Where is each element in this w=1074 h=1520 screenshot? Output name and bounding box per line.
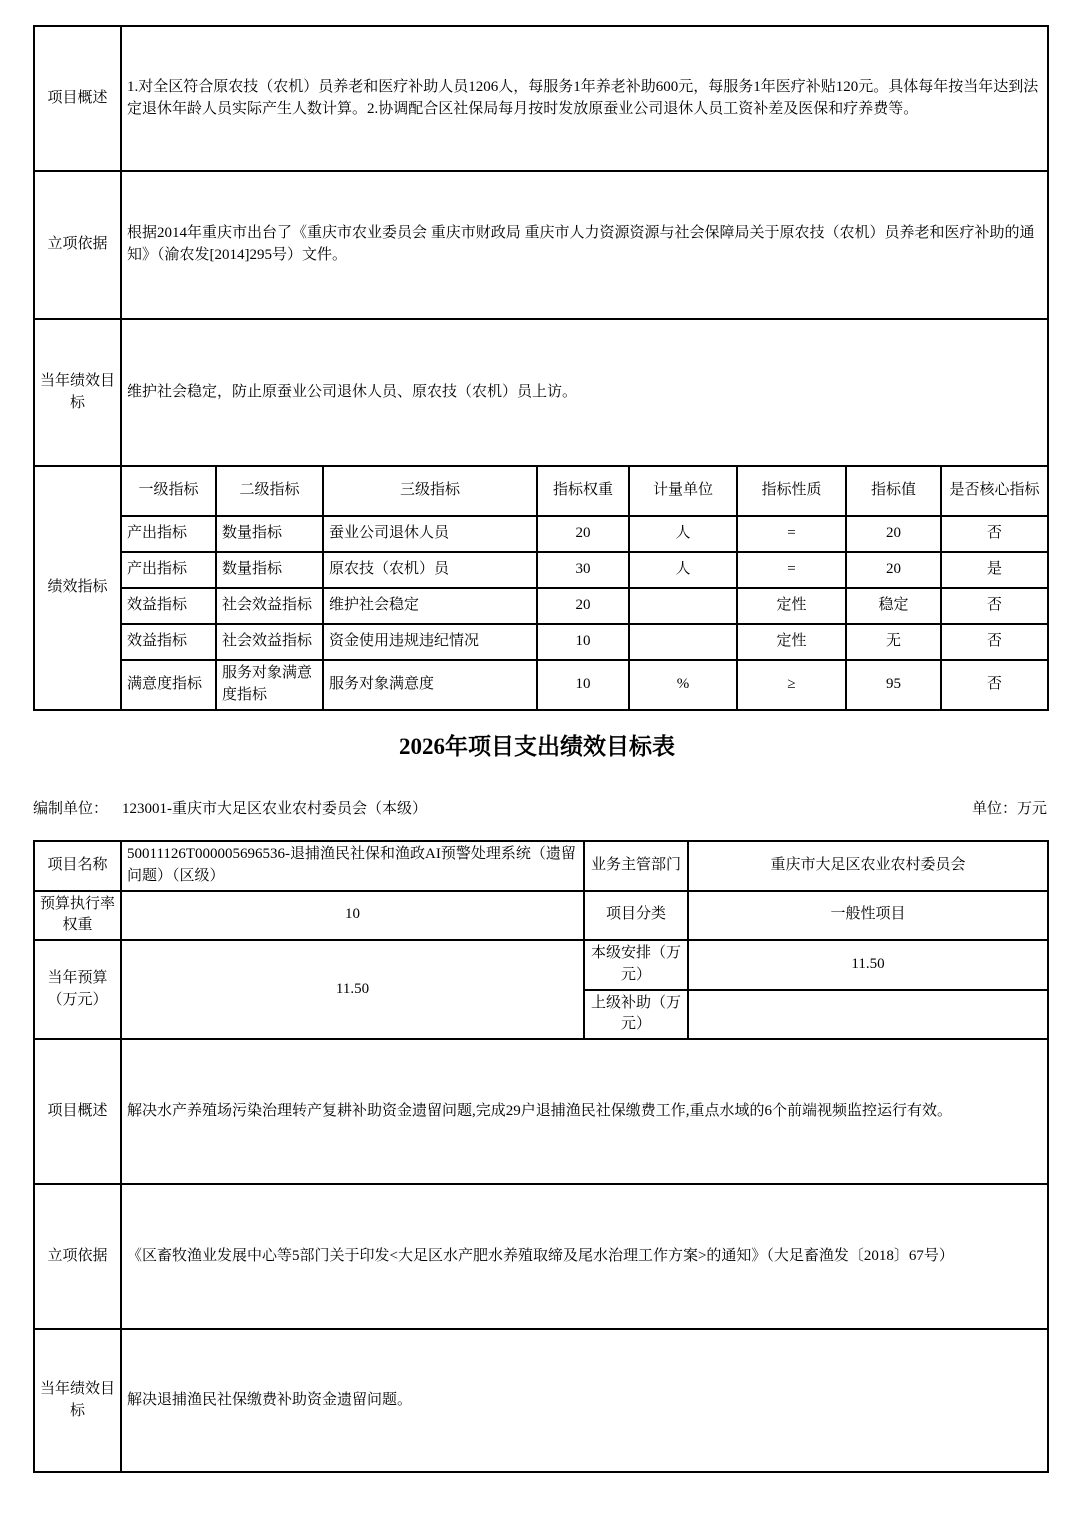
- indicator-core: 否: [941, 624, 1048, 660]
- indicator-level3: 资金使用违规违纪情况: [323, 624, 537, 660]
- budget-rate-value: 10: [121, 891, 584, 941]
- row-label-approval-basis: 立项依据: [34, 171, 121, 319]
- col-header-nature: 指标性质: [737, 466, 846, 516]
- indicator-unit: %: [629, 660, 737, 710]
- indicator-unit: 人: [629, 516, 737, 552]
- indicator-unit: 人: [629, 552, 737, 588]
- indicator-nature: 定性: [737, 588, 846, 624]
- indicator-unit: [629, 624, 737, 660]
- indicator-level1: 产出指标: [121, 552, 216, 588]
- meta-line: [33, 797, 1047, 818]
- indicator-nature: =: [737, 516, 846, 552]
- indicator-level3: 蚕业公司退休人员: [323, 516, 537, 552]
- prepared-by-value: 123001-重庆市大足区农业农村委员会（本级）: [122, 801, 428, 817]
- annual-target-2026-text: 解决退捕渔民社保缴费补助资金遗留问题。: [121, 1329, 1048, 1472]
- year-budget-value: 11.50: [121, 940, 584, 1039]
- indicator-value: 20: [846, 516, 941, 552]
- row-label-project-name: 项目名称: [34, 841, 121, 891]
- indicator-value: 95: [846, 660, 941, 710]
- indicator-level1: 满意度指标: [121, 660, 216, 710]
- indicator-weight: 30: [537, 552, 629, 588]
- approval-basis-text: 根据2014年重庆市出台了《重庆市农业委员会 重庆市财政局 重庆市人力资源资源与社会保障局关于原农技（农机）员养老和医疗补助的通知》（渝农发[2014]295号）文件。: [121, 171, 1048, 319]
- indicator-level3: 原农技（农机）员: [323, 552, 537, 588]
- indicator-value: 无: [846, 624, 941, 660]
- indicator-weight: 20: [537, 516, 629, 552]
- page-title: 2026年项目支出绩效目标表: [399, 734, 675, 759]
- indicator-level2: 社会效益指标: [216, 624, 323, 660]
- row-label-annual-target-2026: 当年绩效目标: [34, 1329, 121, 1472]
- prepared-by: [33, 797, 427, 818]
- indicator-nature: 定性: [737, 624, 846, 660]
- row-label-superior-subsidy: 上级补助（万元）: [584, 990, 688, 1040]
- row-label-project-overview-2026: 项目概述: [34, 1039, 121, 1184]
- indicator-weight: 20: [537, 588, 629, 624]
- indicator-core: 否: [941, 588, 1048, 624]
- row-label-annual-target: 当年绩效目标: [34, 319, 121, 466]
- row-label-approval-basis-2026: 立项依据: [34, 1184, 121, 1329]
- indicator-level1: 产出指标: [121, 516, 216, 552]
- col-header-weight: 指标权重: [537, 466, 629, 516]
- indicator-level2: 服务对象满意度指标: [216, 660, 323, 710]
- indicator-level2: 数量指标: [216, 516, 323, 552]
- row-label-budget-rate: 预算执行率权重: [34, 891, 121, 941]
- col-header-level1: 一级指标: [121, 466, 216, 516]
- project-overview-2026-text: 解决水产养殖场污染治理转产复耕补助资金遗留问题,完成29户退捕渔民社保缴费工作,重点水域的6个前端视频监控运行有效。: [121, 1039, 1048, 1184]
- superior-subsidy-value: [688, 990, 1048, 1040]
- dept-value: 重庆市大足区农业农村委员会: [688, 841, 1048, 891]
- col-header-level3: 三级指标: [323, 466, 537, 516]
- indicator-row: [34, 660, 1048, 710]
- indicator-row: [34, 588, 1048, 624]
- prepared-by-label: 编制单位：: [33, 801, 109, 817]
- row-label-year-budget: 当年预算（万元）: [34, 940, 121, 1039]
- performance-target-table-2026: [33, 840, 1049, 1473]
- indicator-value: 20: [846, 552, 941, 588]
- col-header-unit: 计量单位: [629, 466, 737, 516]
- local-arrangement-value: 11.50: [688, 940, 1048, 990]
- indicator-core: 否: [941, 516, 1048, 552]
- col-header-value: 指标值: [846, 466, 941, 516]
- indicator-core: 否: [941, 660, 1048, 710]
- indicator-level1: 效益指标: [121, 588, 216, 624]
- indicator-level2: 数量指标: [216, 552, 323, 588]
- row-label-project-overview: 项目概述: [34, 26, 121, 171]
- indicator-nature: =: [737, 552, 846, 588]
- indicator-value: 稳定: [846, 588, 941, 624]
- row-label-performance-indicators: 绩效指标: [34, 466, 121, 710]
- row-label-dept: 业务主管部门: [584, 841, 688, 891]
- annual-target-text: 维护社会稳定，防止原蚕业公司退休人员、原农技（农机）员上访。: [121, 319, 1048, 466]
- project-overview-text: 1.对全区符合原农技（农机）员养老和医疗补助人员1206人，每服务1年养老补助600元，每服务1年医疗补贴120元。具体每年按当年达到法定退休年龄人员实际产生人数计算。2.协调配合区社保局每月按时发放原蚕业公司退休人员工资补差及医保和疗养费等。: [121, 26, 1048, 171]
- approval-basis-2026-text: 《区畜牧渔业发展中心等5部门关于印发<大足区水产肥水养殖取缔及尾水治理工作方案>的通知》（大足畜渔发〔2018〕67号）: [121, 1184, 1048, 1329]
- indicator-level3: 服务对象满意度: [323, 660, 537, 710]
- col-header-core: 是否核心指标: [941, 466, 1048, 516]
- row-label-category: 项目分类: [584, 891, 688, 941]
- project-name-value: 50011126T000005696536-退捕渔民社保和渔政AI预警处理系统（遗留问题）（区级）: [121, 841, 584, 891]
- indicator-level2: 社会效益指标: [216, 588, 323, 624]
- performance-target-table-top: [33, 25, 1049, 711]
- row-label-local-arrangement: 本级安排（万元）: [584, 940, 688, 990]
- category-value: 一般性项目: [688, 891, 1048, 941]
- indicator-row: [34, 552, 1048, 588]
- indicator-weight: 10: [537, 660, 629, 710]
- indicator-row: [34, 516, 1048, 552]
- indicator-unit: [629, 588, 737, 624]
- indicator-weight: 10: [537, 624, 629, 660]
- indicator-row: [34, 624, 1048, 660]
- indicator-level1: 效益指标: [121, 624, 216, 660]
- indicator-level3: 维护社会稳定: [323, 588, 537, 624]
- indicator-core: 是: [941, 552, 1048, 588]
- indicator-nature: ≥: [737, 660, 846, 710]
- col-header-level2: 二级指标: [216, 466, 323, 516]
- unit-label: 单位：万元: [971, 801, 1047, 817]
